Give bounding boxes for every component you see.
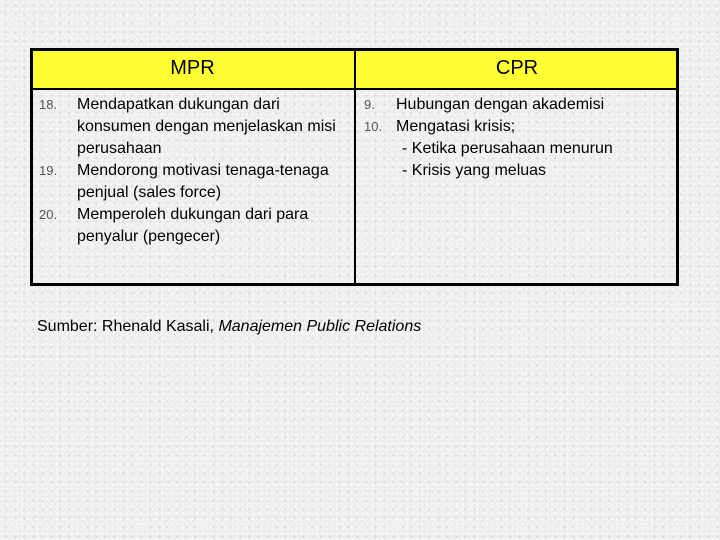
list-item xyxy=(364,116,676,138)
mpr-list xyxy=(39,94,351,248)
column-divider xyxy=(354,49,356,285)
cpr-header: CPR xyxy=(356,49,678,90)
source-prefix: Sumber: Rhenald Kasali, xyxy=(37,318,219,335)
sub-item: - Krisis yang meluas xyxy=(402,162,547,179)
sub-item: - Ketika perusahaan menurun xyxy=(402,140,613,157)
item-number: 9. xyxy=(364,97,375,112)
source-citation xyxy=(37,318,421,336)
cpr-list xyxy=(364,94,676,182)
table-left-border xyxy=(31,49,33,285)
source-title: Manajemen Public Relations xyxy=(218,318,422,335)
list-item xyxy=(364,94,676,116)
mpr-header: MPR xyxy=(31,49,354,90)
item-number: 20. xyxy=(39,207,58,222)
item-text: Mendapatkan dukungan dari konsumen dengan menjelaskan misi perusahaan xyxy=(77,96,336,157)
item-text: Mengatasi krisis; xyxy=(396,118,516,135)
comparison-table xyxy=(30,48,679,286)
table-right-border xyxy=(676,49,678,285)
list-item xyxy=(39,94,351,160)
item-number: 10. xyxy=(364,119,383,134)
list-item xyxy=(39,160,351,204)
item-number: 19. xyxy=(39,163,58,178)
item-text: Hubungan dengan akademisi xyxy=(396,96,605,113)
item-text: Memperoleh dukungan dari para penyalur (pengecer) xyxy=(77,206,309,245)
item-text: Mendorong motivasi tenaga-tenaga penjual (sales force) xyxy=(77,162,329,201)
list-item xyxy=(39,204,351,248)
item-number: 18. xyxy=(39,97,58,112)
